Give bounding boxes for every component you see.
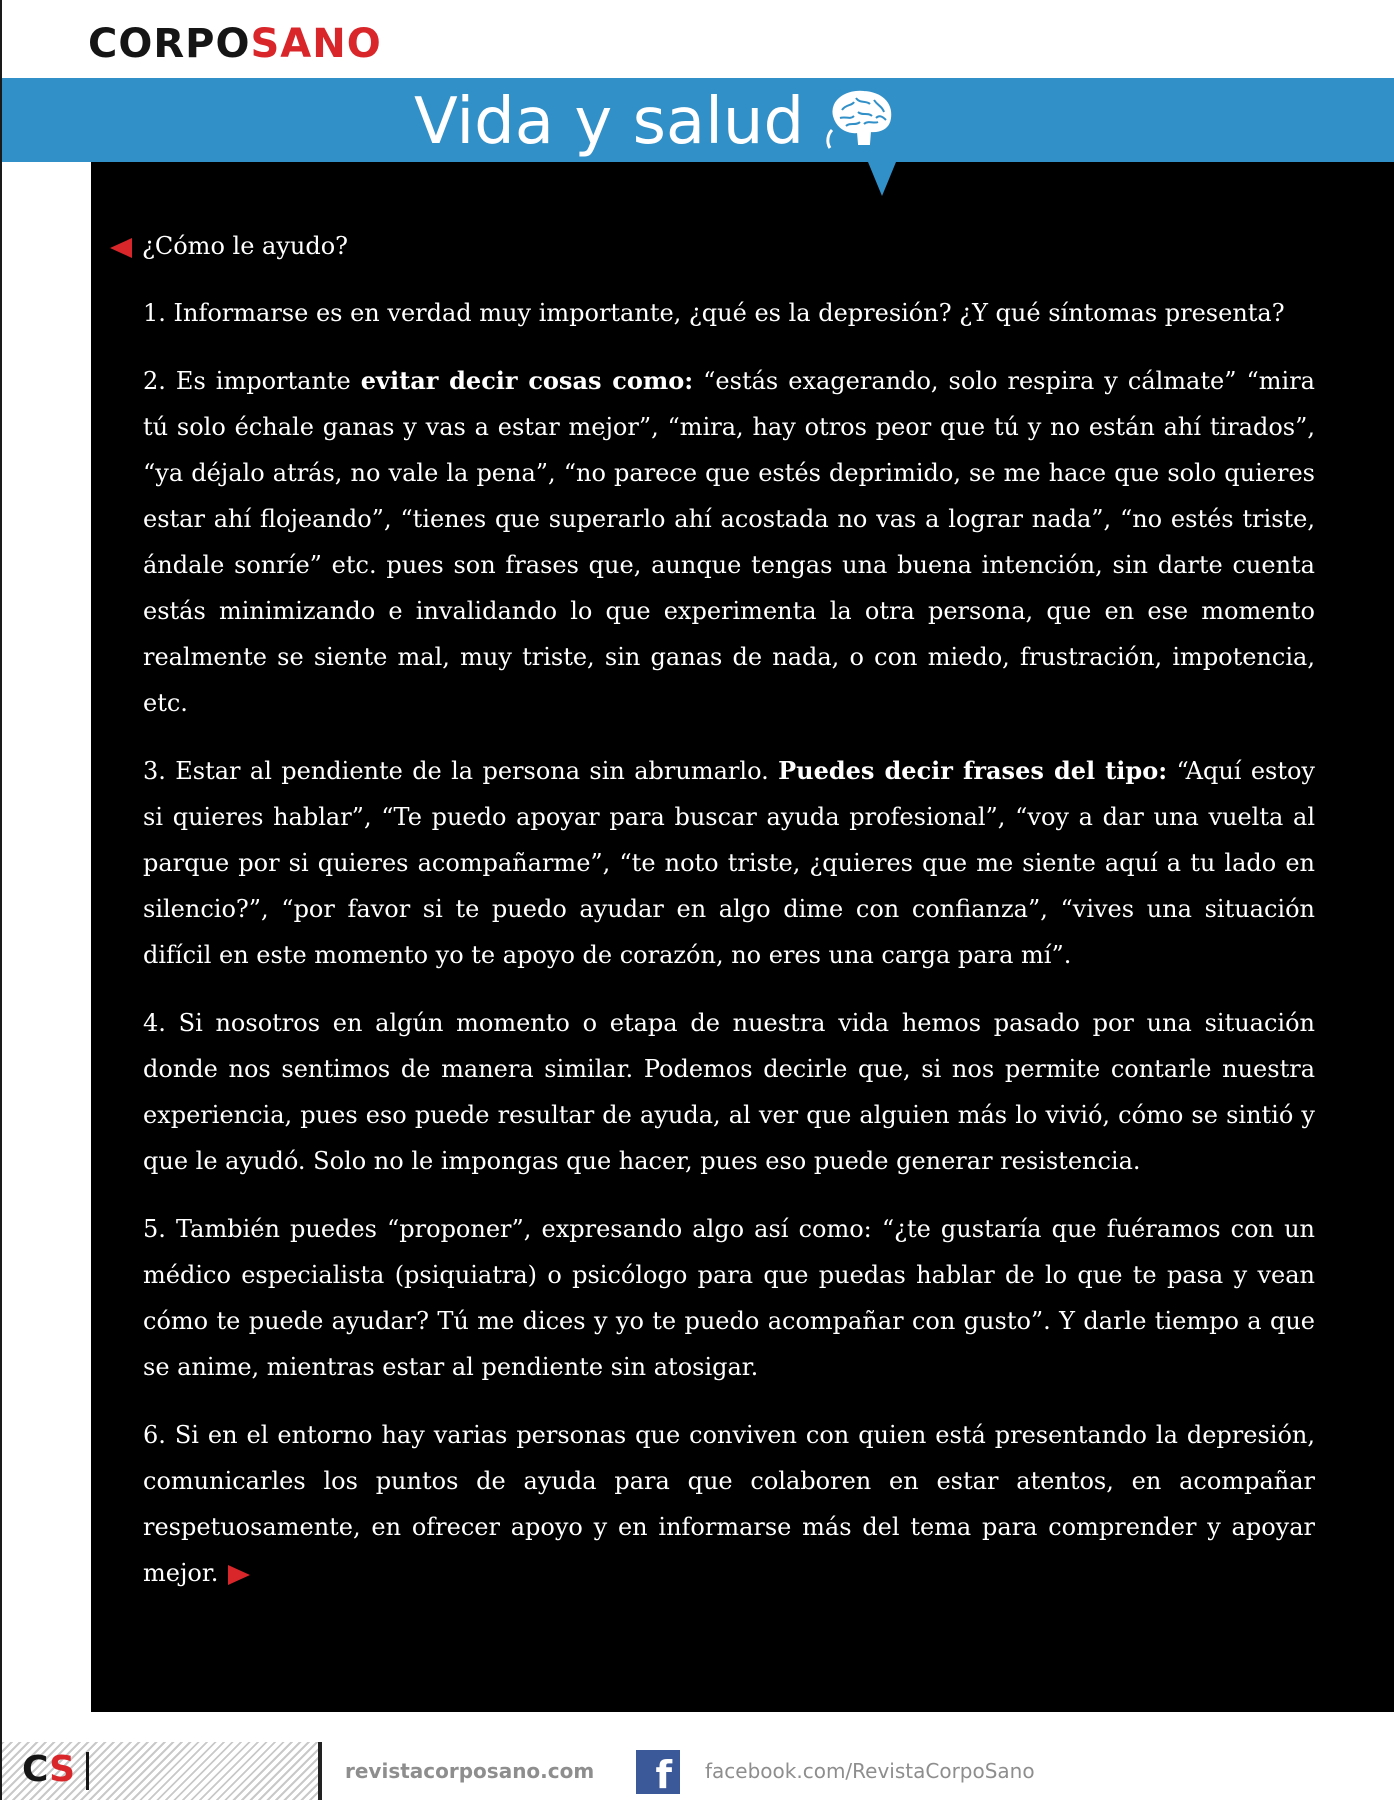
left-triangle-icon: [110, 238, 132, 258]
item-2-bold: evitar decir cosas como:: [360, 366, 694, 395]
item-4-text: 4. Si nosotros en algún momento o etapa de nuestra vida hemos pasado por una situación donde nos sentimos de manera similar. Podemos decirle que, si nos permite contarle nuestra experiencia, pues eso puede resultar de ayuda, al ver que alguien más lo vivió, cómo se sintió y que le ayudó. Solo no le impongas que hacer, pues eso puede generar resistencia.: [143, 1009, 1315, 1175]
facebook-link[interactable]: facebook.com/RevistaCorpoSano: [705, 1759, 1035, 1783]
item-6-text: 6. Si en el entorno hay varias personas que conviven con quien está presentando la depresión, comunicarles los puntos de ayuda para que colaboren en estar atentos, en acompañar respetuosamente, en ofrecer apoyo y en informarse más del tema para comprender y apoyar mejor.: [143, 1421, 1315, 1587]
banner-pointer: [868, 162, 896, 196]
article-item-6: [143, 1412, 1315, 1596]
end-triangle-icon: [228, 1565, 250, 1585]
corposano-logo[interactable]: [88, 22, 382, 66]
left-edge-rule: [0, 0, 2, 1800]
brain-icon: [820, 86, 898, 152]
cs-logo-c: C: [22, 1749, 50, 1790]
article-item-4: [143, 1000, 1315, 1184]
article-items: [143, 290, 1315, 1618]
facebook-icon[interactable]: [636, 1750, 680, 1794]
item-3-rest: “Aquí estoy si quieres hablar”, “Te puedo apoyar para buscar ayuda profesional”, “voy a dar una vuelta al parque por si quieres acompañarme”, “te noto triste, ¿quieres que me siente aquí a tu lado en silencio?”, “por favor si te puedo ayudar en algo dime con confianza”, “vives una situación difícil en este momento yo te apoyo de corazón, no eres una carga para mí”.: [143, 757, 1315, 969]
item-2-rest: “estás exagerando, solo respira y cálmate” “mira tú solo échale ganas y vas a estar mejor”, “mira, hay otros peor que tú y no están ahí tirados”, “ya déjalo atrás, no vale la pena”, “no parece que estés deprimido, se me hace que solo quieres estar ahí flojeando”, “tienes que superarlo ahí acostada no vas a lograr nada”, “no estés triste, ándale sonríe” etc. pues son frases que, aunque tengas una buena intención, sin darte cuenta estás minimizando e invalidando lo que experimenta la otra persona, que en ese momento realmente se siente mal, muy triste, sin ganas de nada, o con miedo, frustración, impotencia, etc.: [143, 367, 1315, 717]
cs-logo[interactable]: [22, 1750, 75, 1790]
footer-divider: [318, 1742, 322, 1800]
website-link[interactable]: revistacorposano.com: [345, 1759, 595, 1783]
cs-logo-bar: [86, 1752, 89, 1790]
article-item-1: [143, 290, 1315, 336]
item-3-lead: 3. Estar al pendiente de la persona sin abrumarlo.: [143, 757, 779, 785]
subheading-text: ¿Cómo le ayudo?: [142, 232, 349, 260]
logo-text-corpo: CORPO: [88, 21, 251, 67]
item-2-lead: 2. Es importante: [143, 367, 361, 395]
article-item-2: [143, 358, 1315, 726]
logo-text-sano: SANO: [250, 21, 382, 67]
article-item-5: [143, 1206, 1315, 1390]
section-title: Vida y salud: [414, 85, 805, 159]
facebook-icon-letter: f: [655, 1753, 672, 1794]
item-5-text: 5. También puedes “proponer”, expresando algo así como: “¿te gustaría que fuéramos con un médico especialista (psiquiatra) o psicólogo para que puedas hablar de lo que te pasa y vean cómo te puede ayudar? Tú me dices y yo te puedo acompañar con gusto”. Y darle tiempo a que se anime, mientras estar al pendiente sin atosigar.: [143, 1215, 1315, 1381]
item-3-bold: Puedes decir frases del tipo:: [778, 756, 1168, 785]
item-1-text: 1. Informarse es en verdad muy importante, ¿qué es la depresión? ¿Y qué síntomas presenta?: [143, 299, 1285, 327]
article-item-3: [143, 748, 1315, 978]
article-subheading: [110, 226, 348, 266]
cs-logo-s: S: [49, 1749, 76, 1790]
